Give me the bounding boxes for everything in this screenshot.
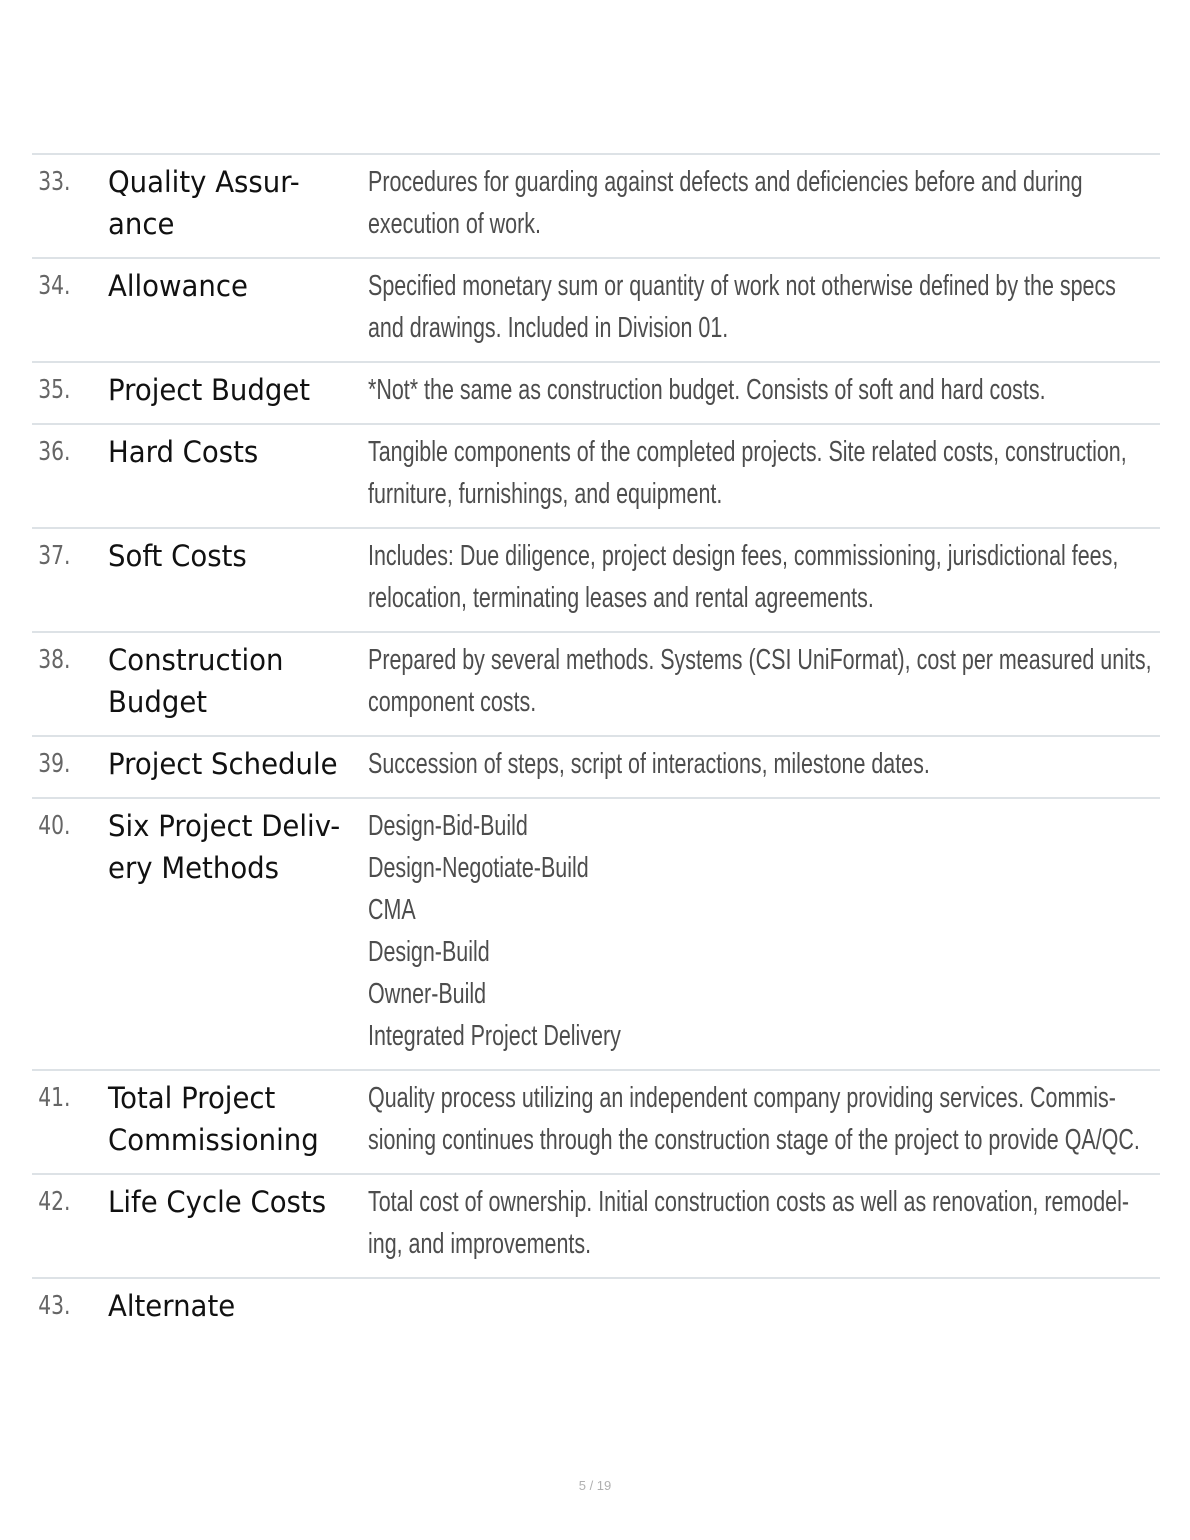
glossary-row (32, 1071, 1160, 1175)
entry-definition (368, 265, 1116, 349)
term-line: ance (108, 207, 175, 241)
definition-line: and drawings. Included in Division 01. (368, 312, 729, 344)
term-line: Alternate (108, 1289, 236, 1323)
entry-number: 40. (38, 811, 71, 841)
entry-term (108, 431, 353, 473)
glossary-row (32, 259, 1160, 363)
entry-definition (368, 535, 1118, 619)
entry-number: 34. (38, 271, 71, 301)
term-line: Project Schedule (108, 747, 338, 781)
term-line: ery Methods (108, 851, 280, 885)
definition-line: Total cost of ownership. Initial construction costs as well as renovation, remodel- (368, 1186, 1129, 1218)
page-number: 5 / 19 (578, 1478, 612, 1493)
term-line: Life Cycle Costs (108, 1185, 327, 1219)
definition-line: furniture, furnishings, and equipment. (368, 478, 723, 510)
entry-term (108, 535, 353, 577)
definition-line: ing, and improvements. (368, 1228, 592, 1260)
entry-definition (368, 639, 1152, 723)
glossary-row (32, 155, 1160, 259)
entry-term (108, 1181, 353, 1223)
glossary-row (32, 633, 1160, 737)
entry-term (108, 743, 353, 785)
glossary-table (32, 153, 1160, 1339)
definition-line: Owner-Build (368, 978, 487, 1010)
term-line: Allowance (108, 269, 248, 303)
definition-line: Prepared by several methods. Systems (CSI UniFormat), cost per measured units, (368, 644, 1152, 676)
entry-number: 37. (38, 541, 71, 571)
entry-definition (368, 431, 1127, 515)
entry-number: 43. (38, 1291, 71, 1321)
entry-number: 38. (38, 645, 71, 675)
entry-term (108, 639, 353, 723)
entry-number: 33. (38, 167, 71, 197)
entry-number: 42. (38, 1187, 71, 1217)
definition-line: sioning continues through the construction stage of the project to provide QA/QC. (368, 1124, 1140, 1156)
glossary-row (32, 529, 1160, 633)
entry-definition (368, 1077, 1140, 1161)
entry-term (108, 369, 353, 411)
entry-number: 41. (38, 1083, 71, 1113)
definition-line: Tangible components of the completed projects. Site related costs, construction, (368, 436, 1127, 468)
definition-line: Design-Negotiate-Build (368, 852, 589, 884)
definition-line: component costs. (368, 686, 537, 718)
term-line: Six Project Deliv- (108, 809, 341, 843)
entry-definition (368, 369, 1046, 411)
glossary-row (32, 799, 1160, 1071)
definition-line: Design-Bid-Build (368, 810, 528, 842)
glossary-row (32, 1279, 1160, 1339)
definition-line: Succession of steps, script of interactions, milestone dates. (368, 748, 930, 780)
entry-definition (368, 805, 954, 1057)
definition-line: Specified monetary sum or quantity of work not otherwise defined by the specs (368, 270, 1116, 302)
definition-line: *Not* the same as construction budget. Consists of soft and hard costs. (368, 374, 1046, 406)
entry-definition (368, 161, 1083, 245)
definition-line: Procedures for guarding against defects and deficiencies before and during (368, 166, 1083, 198)
term-line: Total Project (108, 1081, 276, 1115)
term-line: Budget (108, 685, 208, 719)
entry-term (108, 161, 353, 245)
entry-term (108, 1077, 353, 1161)
glossary-row (32, 425, 1160, 529)
definition-line: Quality process utilizing an independent company providing services. Commis- (368, 1082, 1116, 1114)
definition-line: Integrated Project Delivery (368, 1020, 621, 1052)
definition-line: Design-Build (368, 936, 490, 968)
entry-number: 36. (38, 437, 71, 467)
definition-line: Includes: Due diligence, project design fees, commissioning, jurisdictional fees, (368, 540, 1119, 572)
definition-line: relocation, terminating leases and rental agreements. (368, 582, 874, 614)
glossary-row (32, 363, 1160, 425)
term-line: Construction (108, 643, 284, 677)
glossary-row (32, 737, 1160, 799)
entry-definition (368, 1181, 1129, 1265)
entry-term (108, 1285, 353, 1327)
term-line: Project Budget (108, 373, 311, 407)
definition-line: CMA (368, 894, 416, 926)
definition-line: execution of work. (368, 208, 541, 240)
term-line: Hard Costs (108, 435, 259, 469)
glossary-row (32, 1175, 1160, 1279)
term-line: Quality Assur- (108, 165, 300, 199)
entry-term (108, 805, 353, 889)
entry-definition (368, 743, 954, 785)
entry-term (108, 265, 353, 307)
term-line: Commissioning (108, 1123, 319, 1157)
term-line: Soft Costs (108, 539, 247, 573)
entry-number: 39. (38, 749, 71, 779)
entry-number: 35. (38, 375, 71, 405)
